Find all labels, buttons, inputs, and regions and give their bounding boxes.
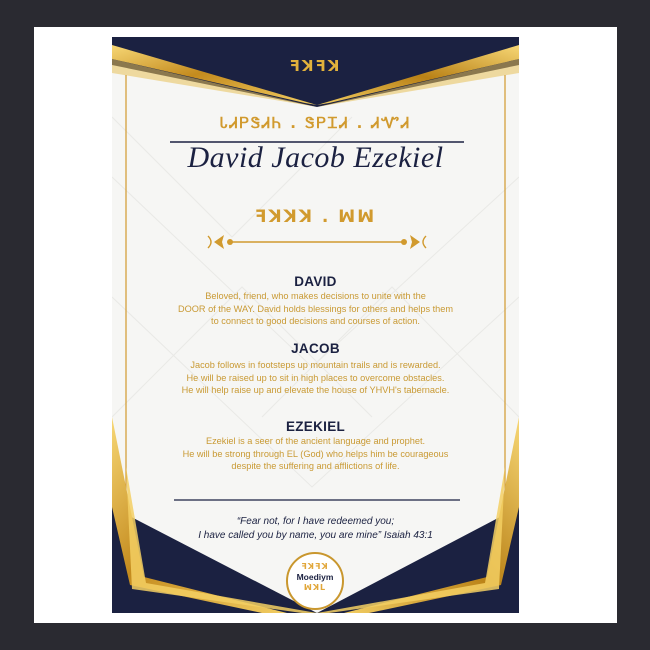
section-text-jacob — [112, 359, 519, 397]
paleo-name-line: ᏓᏗᏢᏕᏗᏂ . ᏕᏢᏆᏗ . ᏗᏉᏗ — [219, 114, 412, 132]
section-text-david — [112, 290, 519, 328]
section-line: Jacob follows in footsteps up mountain trails and is rewarded. — [190, 360, 441, 370]
section-line: Beloved, friend, who makes decisions to unite with the — [205, 291, 426, 301]
logo-top-paleo: ꟻꓘꟻꓘ — [301, 562, 329, 571]
certificate-card — [112, 37, 519, 613]
section-line: despite the suffering and afflictions of life. — [231, 461, 400, 472]
top-paleo-mark: ꟻꓘꟻꓘ — [289, 57, 342, 75]
scripture-quote — [112, 515, 519, 543]
section-line: DOOR of the WAY. David holds blessings for others and helps them — [177, 303, 454, 314]
section-line: He will be raised up to sit in high places to overcome obstacles. — [186, 372, 445, 383]
paleo-subtitle: ꟻꓘꓘꓘ . ꟽꟽ — [254, 207, 377, 227]
section-title-jacob: JACOB — [291, 341, 340, 356]
logo-name: Moediym — [296, 572, 334, 582]
section-line: He will help raise up and elevate the house of YHVH's tabernacle. — [181, 385, 450, 396]
ornament-divider — [208, 235, 426, 249]
section-line: He will be strong through EL (God) who helps him be courageous — [182, 448, 449, 459]
logo-bottom-paleo: ꟽꓘꓡ — [303, 583, 327, 592]
section-line: to connect to good decisions and courses of action. — [211, 316, 420, 327]
section-text-ezekiel — [112, 435, 519, 473]
quote-line-2: I have called you by name, you are mine” Isaiah 43:1 — [198, 530, 433, 541]
section-line: Ezekiel is a seer of the ancient language and prophet. — [205, 436, 426, 446]
section-title-ezekiel: EZEKIEL — [285, 419, 346, 434]
recipient-name: David Jacob Ezekiel — [187, 141, 444, 174]
section-title-david: DAVID — [294, 274, 337, 289]
quote-line-1: “Fear not, for I have redeemed you; — [236, 516, 395, 527]
moediym-logo — [286, 552, 344, 610]
